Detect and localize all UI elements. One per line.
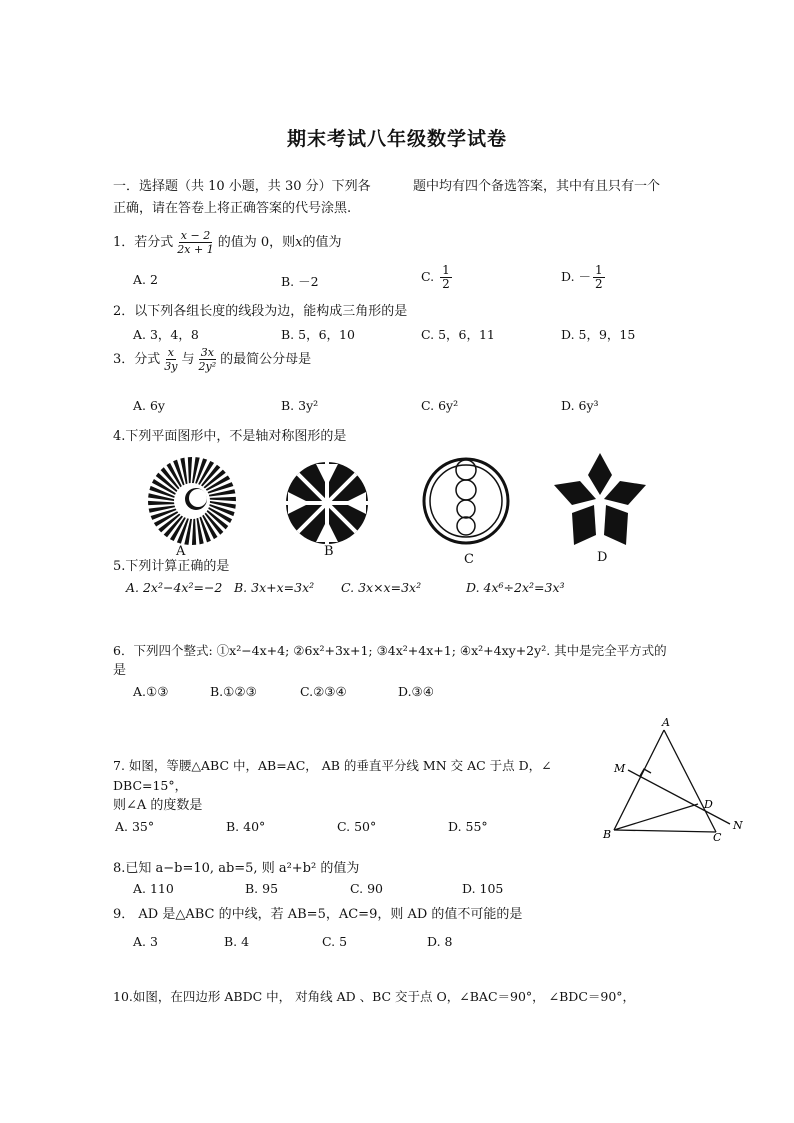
q3-option-d[interactable]: D. 6y³ bbox=[561, 398, 599, 413]
q8-option-b[interactable]: B. 95 bbox=[245, 881, 279, 896]
question-2: 2．以下列各组长度的线段为边，能构成三角形的是 bbox=[113, 304, 408, 319]
q6-option-c[interactable]: C.②③④ bbox=[300, 684, 347, 699]
q2-option-c[interactable]: C. 5，6，11 bbox=[421, 327, 495, 342]
q3-prefix: 3．分式 bbox=[113, 352, 161, 367]
ray bbox=[148, 501, 174, 505]
q9-option-d[interactable]: D. 8 bbox=[427, 934, 453, 949]
label-a: A bbox=[662, 716, 670, 729]
label-c: C bbox=[713, 831, 722, 844]
section-heading-part3: 正确，请在答卷上将正确答案的代号涂黑. bbox=[113, 201, 352, 216]
q1-frac-den: 2x + 1 bbox=[177, 243, 214, 256]
q3-tail: 的最简公分母是 bbox=[220, 352, 312, 367]
q9-option-c[interactable]: C. 5 bbox=[322, 934, 348, 949]
figure-b-label: B bbox=[324, 544, 334, 559]
question-7-line2: DBC=15°， bbox=[113, 778, 188, 793]
q7-triangle-figure bbox=[600, 712, 760, 848]
q8-option-a[interactable]: A. 110 bbox=[133, 881, 174, 896]
ray bbox=[210, 497, 236, 501]
q1-c-den: 2 bbox=[442, 277, 450, 291]
label-d: D bbox=[704, 798, 713, 811]
figure-a-ray-circle[interactable] bbox=[146, 455, 238, 547]
q5-option-c[interactable]: C. 3x×x=3x² bbox=[341, 580, 422, 595]
q1-option-c[interactable] bbox=[421, 264, 454, 291]
q1-option-a[interactable]: A. 2 bbox=[133, 272, 158, 287]
page-title: 期末考试八年级数学试卷 bbox=[286, 128, 507, 150]
q1-fraction bbox=[175, 229, 215, 256]
question-9: 9． AD 是△ABC 的中线，若 AB=5，AC=9，则 AD 的值不可能的是 bbox=[113, 907, 523, 922]
q1-frac-num: x − 2 bbox=[180, 229, 211, 242]
q7-option-d[interactable]: D. 55° bbox=[448, 819, 488, 834]
label-n: N bbox=[733, 819, 743, 832]
q6-option-d[interactable]: D.③④ bbox=[398, 684, 434, 699]
figure-c-label: C bbox=[464, 552, 474, 567]
q2-option-b[interactable]: B. 5，6，10 bbox=[281, 327, 355, 342]
q3-option-b[interactable]: B. 3y² bbox=[281, 398, 319, 413]
q1-var: x bbox=[295, 235, 303, 250]
q7-option-c[interactable]: C. 50° bbox=[337, 819, 377, 834]
q3-option-a[interactable]: A. 6y bbox=[133, 398, 165, 413]
q3-f2-num: 3x bbox=[200, 346, 214, 359]
q6-option-b[interactable]: B.①②③ bbox=[210, 684, 257, 699]
q7-option-b[interactable]: B. 40° bbox=[226, 819, 266, 834]
side-bc bbox=[614, 830, 716, 832]
figure-c-nested-circles[interactable] bbox=[421, 456, 511, 546]
section-heading-part1: 一．选择题（共 10 小题，共 30 分）下列各 bbox=[113, 179, 371, 194]
question-5: 5.下列计算正确的是 bbox=[113, 559, 230, 574]
question-7-line3: 则∠A 的度数是 bbox=[113, 798, 203, 813]
question-8: 8.已知 a−b=10, ab=5, 则 a²+b² 的值为 bbox=[113, 861, 360, 876]
question-10: 10.如图，在四边形 ABDC 中， 对角线 AD 、BC 交于点 O，∠BAC＝90°， ∠BDC＝90°， bbox=[113, 989, 636, 1004]
q9-option-b[interactable]: B. 4 bbox=[224, 934, 250, 949]
q5-option-a[interactable]: A. 2x²−4x²=−2 bbox=[126, 580, 223, 595]
q7-option-a[interactable]: A. 35° bbox=[115, 819, 155, 834]
q3-f2-den: 2y² bbox=[198, 360, 217, 373]
figure-d-label: D bbox=[597, 550, 608, 565]
q5-option-d[interactable]: D. 4x⁶÷2x²=3x³ bbox=[466, 580, 565, 595]
question-7-line1: 7. 如图，等腰△ABC 中，AB=AC， AB 的垂直平分线 MN 交 AC 于点 D，∠ bbox=[113, 758, 552, 773]
question-1 bbox=[113, 229, 341, 256]
q1-option-b[interactable]: B. －2 bbox=[281, 274, 319, 289]
question-6-line1: 6．下列四个整式: ①x²−4x+4; ②6x²+3x+1; ③4x²+4x+1; ④x²+4xy+2y². 其中是完全平方式的 bbox=[113, 643, 667, 658]
side-ab bbox=[614, 730, 664, 830]
question-3 bbox=[113, 346, 311, 373]
q6-option-a[interactable]: A.①③ bbox=[133, 684, 169, 699]
q1-tail: 的值为 0，则 bbox=[217, 235, 296, 250]
q1-prefix: 1．若分式 bbox=[113, 235, 174, 250]
q3-fraction-1 bbox=[162, 346, 179, 373]
q1-option-c-label: C. bbox=[421, 269, 435, 284]
q9-option-a[interactable]: A. 3 bbox=[133, 934, 158, 949]
q3-option-c[interactable]: C. 6y² bbox=[421, 398, 459, 413]
q3-fraction-2 bbox=[197, 346, 219, 373]
segment-bd bbox=[614, 804, 698, 830]
q2-option-a[interactable]: A. 3，4，8 bbox=[133, 327, 199, 342]
q3-f1-den: 3y bbox=[164, 360, 178, 373]
line-mn bbox=[628, 770, 730, 824]
q3-f1-num: x bbox=[167, 346, 174, 359]
ray bbox=[192, 519, 196, 545]
q1-c-num: 1 bbox=[442, 263, 450, 277]
q8-option-c[interactable]: C. 90 bbox=[350, 881, 383, 896]
figure-b-star-disc[interactable] bbox=[284, 460, 370, 546]
q1-tail2: 的值为 bbox=[302, 235, 342, 250]
section-heading-part2: 题中均有四个备选答案，其中有且只有一个 bbox=[413, 179, 661, 194]
q1-d-den: 2 bbox=[595, 277, 603, 291]
q1-d-num: 1 bbox=[595, 263, 603, 277]
label-m: M bbox=[614, 762, 626, 775]
q5-option-b[interactable]: B. 3x+x=3x² bbox=[234, 580, 315, 595]
q8-option-d[interactable]: D. 105 bbox=[462, 881, 504, 896]
q2-option-d[interactable]: D. 5，9，15 bbox=[561, 327, 636, 342]
q3-mid: 与 bbox=[181, 352, 195, 367]
q1-option-d-label: D. － bbox=[561, 269, 592, 284]
question-4: 4.下列平面图形中，不是轴对称图形的是 bbox=[113, 429, 347, 444]
figure-d-five-kites[interactable] bbox=[552, 451, 648, 547]
q1-option-d[interactable] bbox=[561, 264, 607, 291]
question-6-line2: 是 bbox=[113, 663, 127, 678]
figure-a-label: A bbox=[176, 544, 186, 559]
ray bbox=[188, 457, 192, 483]
side-ac bbox=[664, 730, 716, 832]
label-b: B bbox=[603, 828, 612, 841]
